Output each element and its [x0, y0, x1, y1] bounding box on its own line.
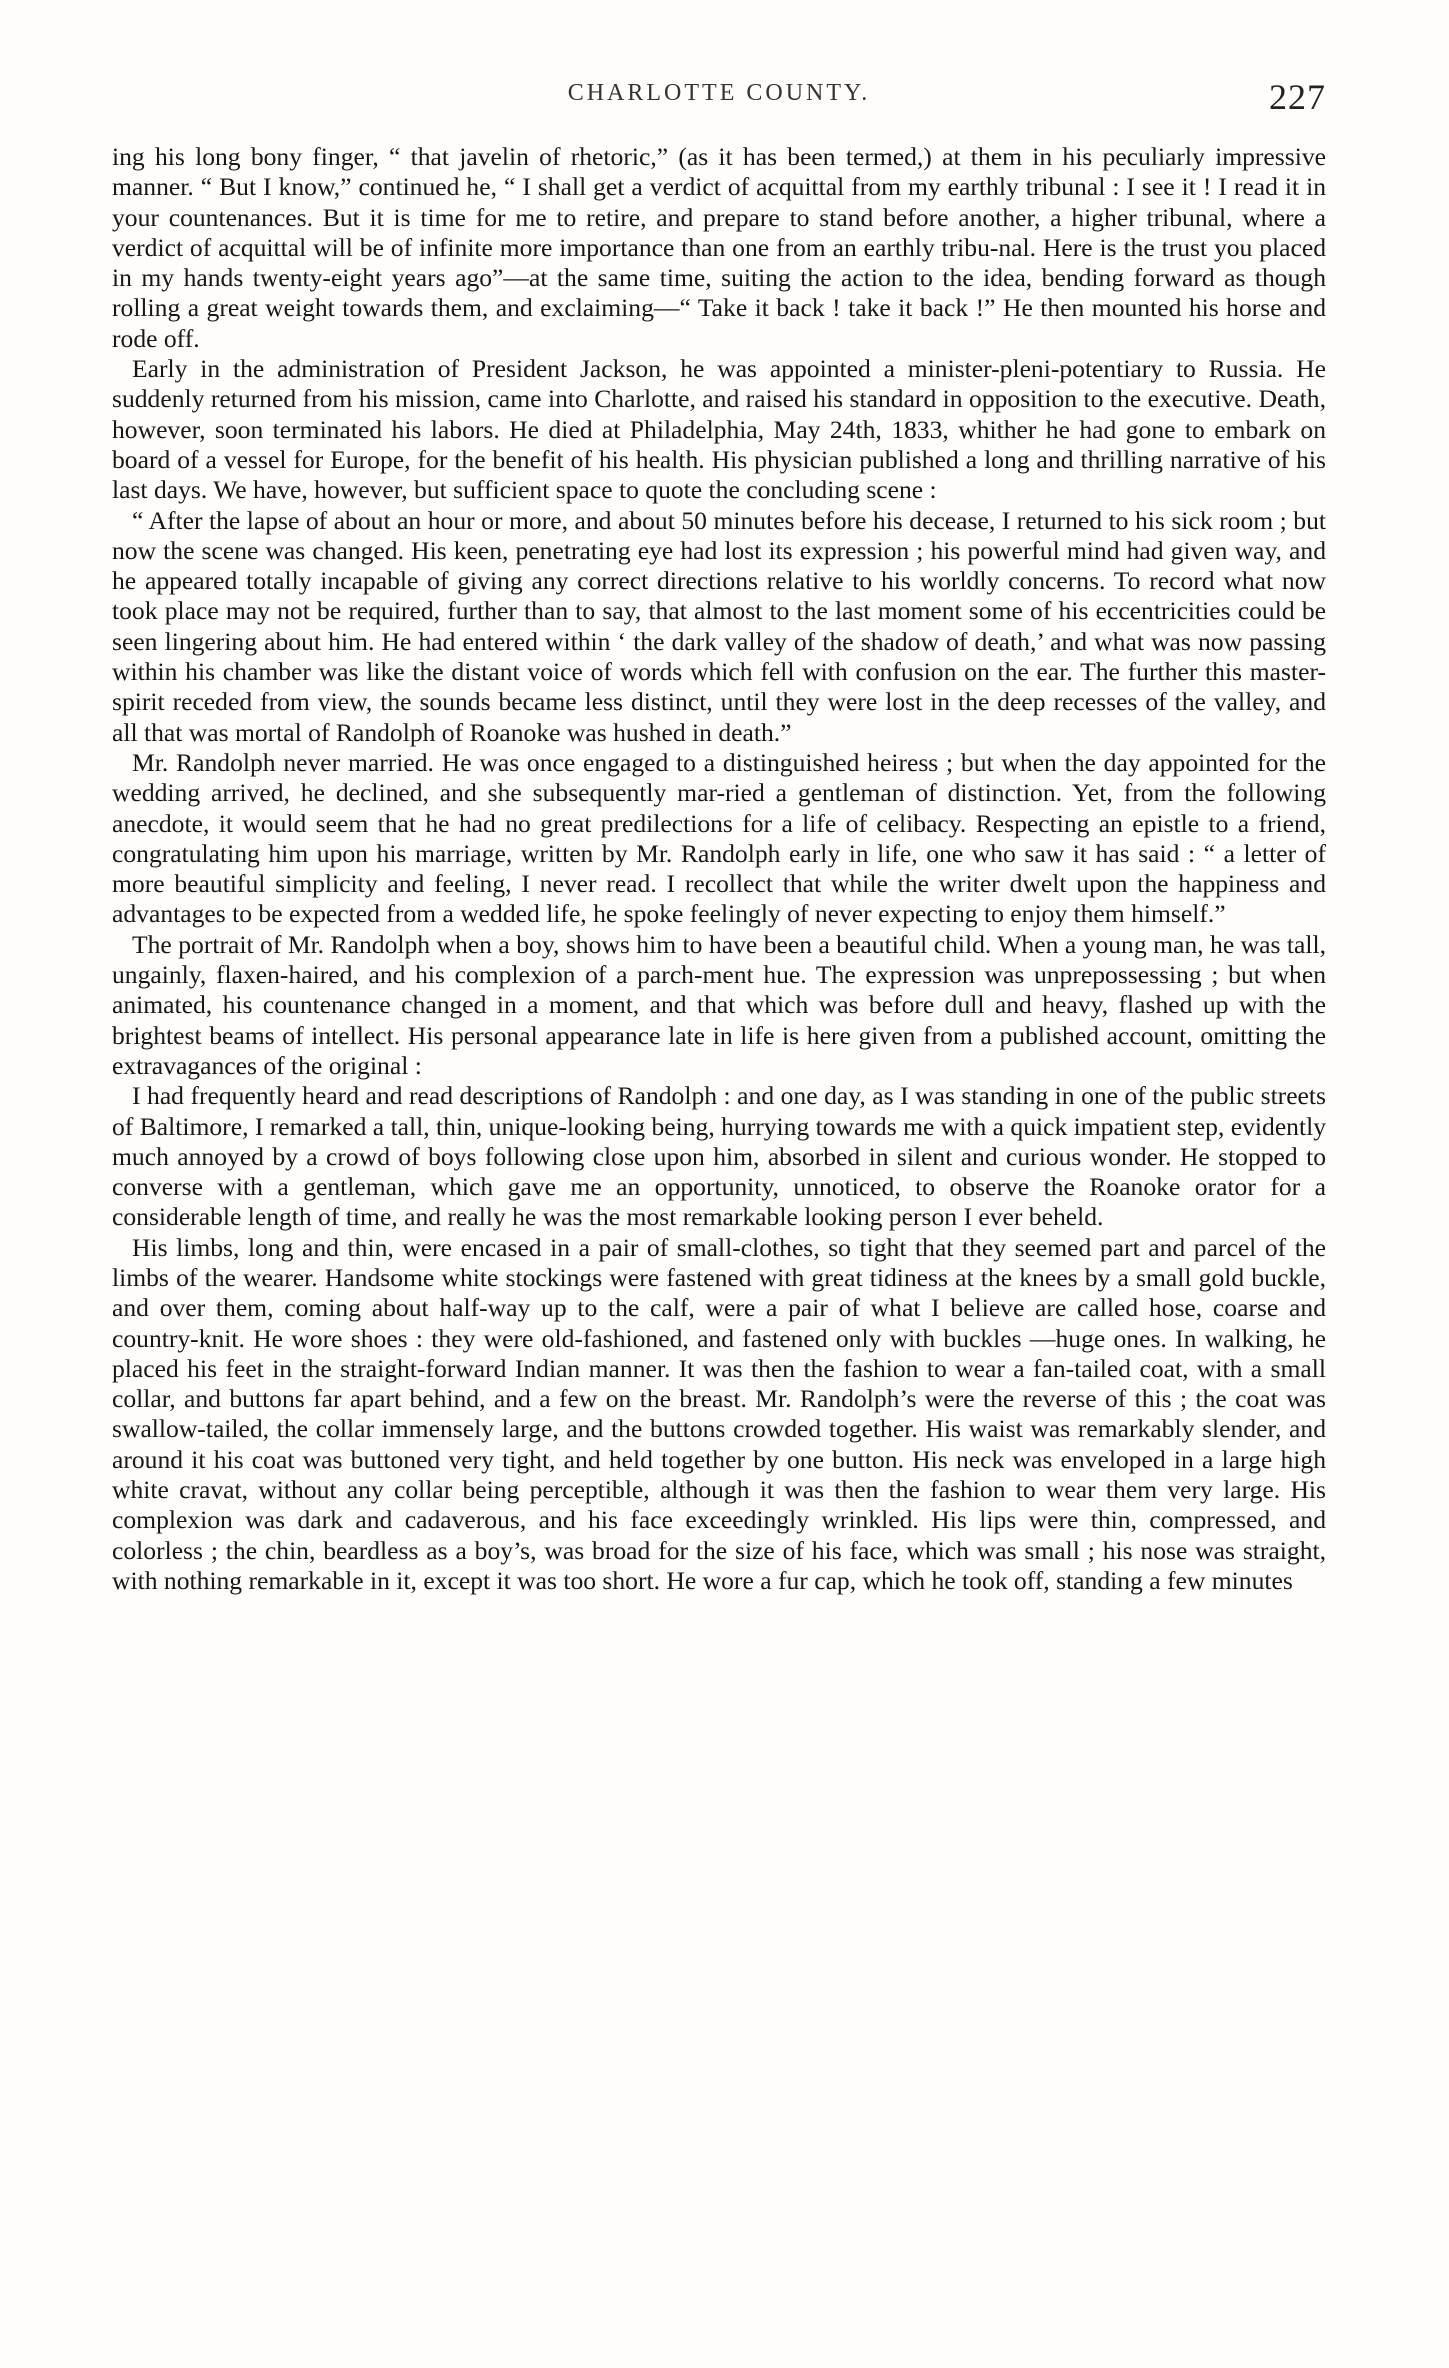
paragraph-death-scene-quote: “ After the lapse of about an hour or more, and about 50 minutes before his decease, I returned to his sick room ; but now the scene was changed. His keen, penetrating eye had lost its expression ; his powerful mind had given way, and he appeared totally incapable of giving any correct directions relative to his worldly concerns. To record what now took place may not be required, further than to say, that almost to the last moment some of his eccentricities could be seen lingering about him. He had entered within ‘ the dark valley of the shadow of death,’ and what was now passing within his chamber was like the distant voice of words which fell with confusion on the ear. The further this master-spirit receded from view, the sounds became less distinct, until they were lost in the deep recesses of the valley, and all that was mortal of Randolph of Roanoke was hushed in death.” [112, 505, 1326, 747]
page-number: 227 [1269, 77, 1326, 117]
paragraph-baltimore-account: I had frequently heard and read descriptions of Randolph : and one day, as I was standing in one of the public streets of Baltimore, I remarked a tall, thin, unique-looking being, hurrying towards me with a quick impatient step, evidently much annoyed by a crowd of boys following close upon him, absorbed in silent and curious wonder. He stopped to converse with a gentleman, which gave me an opportunity, unnoticed, to observe the Roanoke orator for a considerable length of time, and really he was the most remarkable looking person I ever beheld. [112, 1081, 1326, 1232]
paragraph-dress-description: His limbs, long and thin, were encased in a pair of small-clothes, so tight that they seemed part and parcel of the limbs of the wearer. Handsome white stockings were fastened with great tidiness at the knees by a small gold buckle, and over them, coming about half-way up to the calf, were a pair of what I believe are called hose, coarse and country-knit. He wore shoes : they were old-fashioned, and fastened only with buckles —huge ones. In walking, he placed his feet in the straight-forward Indian manner. It was then the fashion to wear a fan-tailed coat, with a small collar, and buttons far apart behind, and a few on the breast. Mr. Randolph’s were the reverse of this ; the coat was swallow-tailed, the collar immensely large, and the buttons crowded together. His waist was remarkably slender, and around it his coat was buttoned very tight, and held together by one button. His neck was enveloped in a large high white cravat, without any collar being perceptible, although it was then the fashion to wear them very large. His complexion was dark and cadaverous, and his face exceedingly wrinkled. His lips were thin, compressed, and colorless ; the chin, beardless as a boy’s, was broad for the size of his face, which was small ; his nose was straight, with nothing remarkable in it, except it was too short. He wore a fur cap, which he took off, standing a few minutes [112, 1232, 1326, 1595]
paragraph-never-married: Mr. Randolph never married. He was once engaged to a distinguished heiress ; but when the day appointed for the wedding arrived, he declined, and she subsequently mar-ried a gentleman of distinction. Yet, from the following anecdote, it would seem that he had no great predilections for a life of celibacy. Respecting an epistle to a friend, congratulating him upon his marriage, written by Mr. Randolph early in life, one who saw it has said : “ a letter of more beautiful simplicity and feeling, I never read. I recollect that while the writer dwelt upon the happiness and advantages to be expected from a wedded life, he spoke feelingly of never expecting to enjoy them himself.” [112, 747, 1326, 929]
paragraph-continuation: ing his long bony finger, “ that javelin of rhetoric,” (as it has been termed,) at them in his peculiarly impressive manner. “ But I know,” continued he, “ I shall get a verdict of acquittal from my earthly tribunal : I see it ! I read it in your countenances. But it is time for me to retire, and prepare to stand before another, a higher tribunal, where a verdict of acquittal will be of infinite more importance than one from an earthly tribu-nal. Here is the trust you placed in my hands twenty-eight years ago”—at the same time, suiting the action to the idea, bending forward as though rolling a great weight towards them, and exclaiming—“ Take it back ! take it back !” He then mounted his horse and rode off. [112, 142, 1326, 353]
paragraph-portrait: The portrait of Mr. Randolph when a boy, shows him to have been a beautiful child. When a young man, he was tall, ungainly, flaxen-haired, and his complexion of a parch-ment hue. The expression was unprepossessing ; but when animated, his countenance changed in a moment, and that which was before dull and heavy, flashed up with the brightest beams of intellect. His personal appearance late in life is here given from a published account, omitting the extravagances of the original : [112, 929, 1326, 1080]
body-text [112, 142, 1326, 2302]
paragraph-minister-russia: Early in the administration of President Jackson, he was appointed a minister-pleni-potentiary to Russia. He suddenly returned from his mission, came into Charlotte, and raised his standard in opposition to the executive. Death, however, soon terminated his labors. He died at Philadelphia, May 24th, 1833, whither he had gone to embark on board of a vessel for Europe, for the benefit of his health. His physician published a long and thrilling narrative of his last days. We have, however, but sufficient space to quote the concluding scene : [112, 354, 1326, 505]
running-title: CHARLOTTE COUNTY. [567, 80, 871, 106]
running-head [112, 76, 1326, 116]
